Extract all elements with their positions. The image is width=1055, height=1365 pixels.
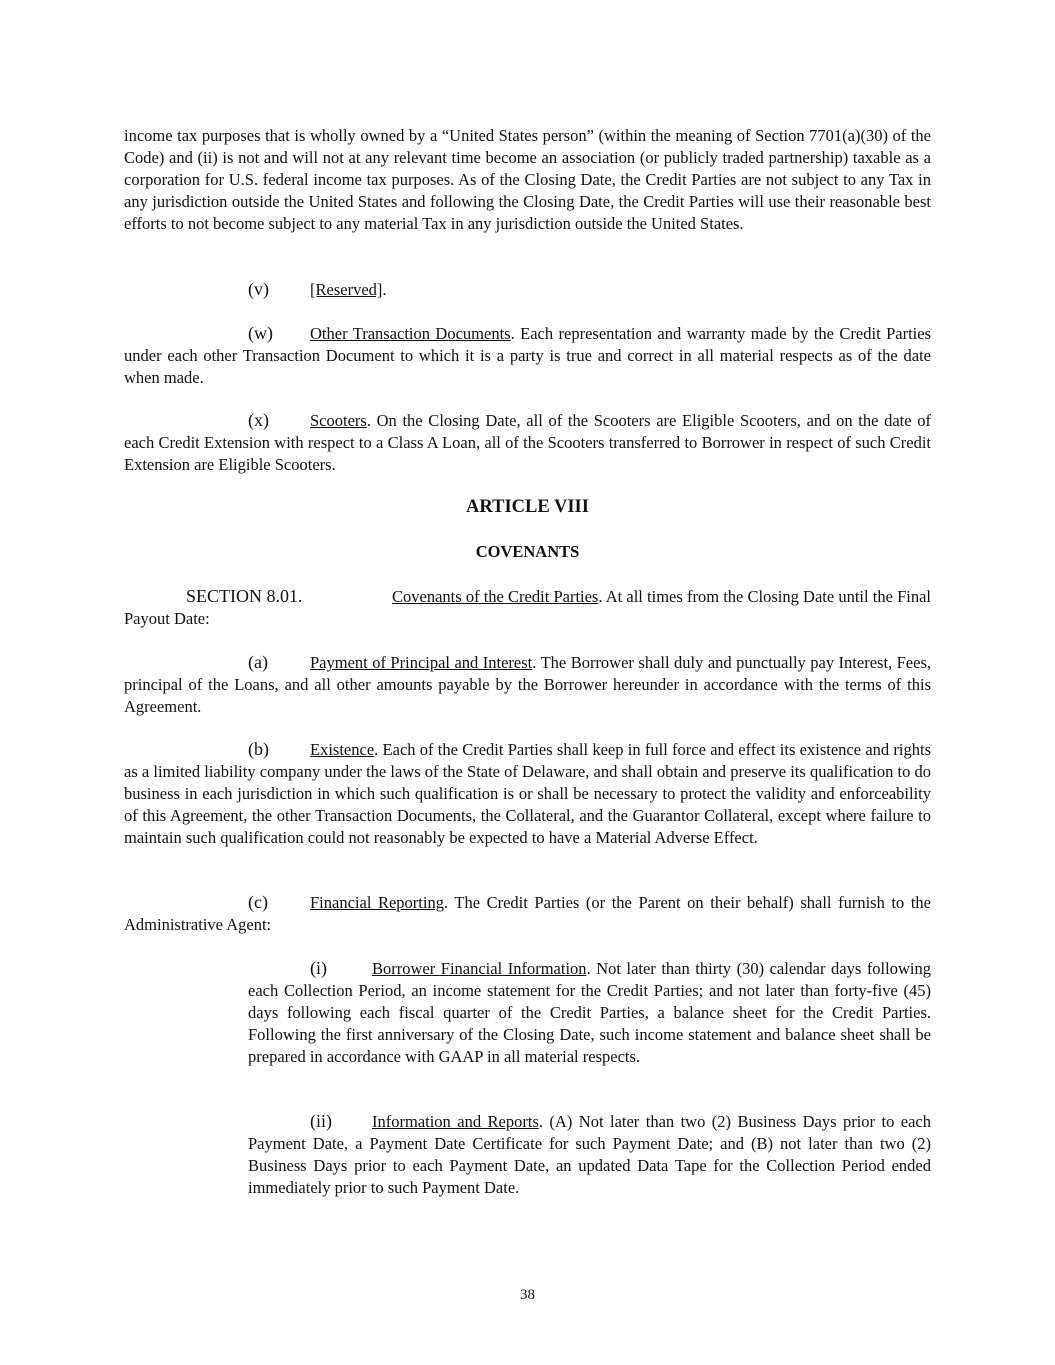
item-number: (ii) — [310, 1111, 332, 1131]
section-title: Covenants of the Credit Parties — [392, 587, 599, 606]
item-number: (v) — [248, 279, 269, 299]
item-title: Existence — [310, 740, 375, 759]
page-number: 38 — [520, 1287, 535, 1303]
item-number: (a) — [248, 652, 268, 672]
item-number: (b) — [248, 739, 269, 759]
item-number: (x) — [248, 410, 269, 430]
covenants-heading: COVENANTS — [475, 542, 580, 561]
paragraph-c-ii: (ii) Information and Reports. (A) Not later than two (2) Business Days prior to each Payment Date, a Payment Date Certificate for such Payment Date; and (B) not later than two (2) Business Days prior to each Payment Date, an updated Data Tape for the Collection Period ended immediately prior to such Payment Date. — [248, 1111, 931, 1197]
item-title: Information and Reports — [372, 1112, 539, 1131]
paragraph-c-i: (i) Borrower Financial Information. Not later than thirty (30) calendar days following each Collection Period, an income statement for the Credit Parties; and not later than forty-five (45) days following each fiscal quarter of the Credit Parties, a balance sheet for the Credit Parties. Following the first anniversary of the Closing Date, such income statement and balance sheet shall be prepared in accordance with GAAP in all material respects. — [248, 958, 931, 1066]
paragraph-c: (c) Financial Reporting. The Credit Parties (or the Parent on their behalf) shall furnish to the Administrative Agent: — [124, 892, 931, 934]
item-title: Borrower Financial Information — [372, 959, 587, 978]
section-label: SECTION 8.01. — [186, 586, 303, 606]
item-title: Scooters — [310, 411, 367, 430]
item-number: (c) — [248, 892, 268, 912]
paragraph-v: (v) [Reserved]. — [248, 279, 387, 299]
paragraph-b: (b) Existence. Each of the Credit Parties shall keep in full force and effect its existence and rights as a limited liability company under the laws of the State of Delaware, and shall obtain and preserve its qualification to do business in each jurisdiction in which such qualification is or shall be necessary to protect the validity and enforceability of this Agreement, the other Transaction Documents, the Collateral, and the Guarantor Collateral, except where failure to maintain such qualification could not reasonably be expected to have a Material Adverse Effect. — [124, 739, 931, 847]
item-title: Financial Reporting — [310, 893, 444, 912]
paragraph-x: (x) Scooters. On the Closing Date, all of the Scooters are Eligible Scooters, and on the date of each Credit Extension with respect to a Class A Loan, all of the Scooters transferred to Borrower in respect of such Credit Extension are Eligible Scooters. — [124, 410, 931, 474]
paragraph-a: (a) Payment of Principal and Interest. The Borrower shall duly and punctually pay Interest, Fees, principal of the Loans, and all other amounts payable by the Borrower hereunder in accordance with the terms of this Agreement. — [124, 652, 931, 716]
paragraph-tax-status: income tax purposes that is wholly owned by a “United States person” (within the meaning of Section 7701(a)(30) of the Code) and (ii) is not and will not at any relevant time become an association (or publicly traded partnership) taxable as a corporation for U.S. federal income tax purposes. As of the Closing Date, the Credit Parties are not subject to any Tax in any jurisdiction outside the United States and following the Closing Date, the Credit Parties will use their reasonable best efforts to not become subject to any material Tax in any jurisdiction outside the United States. — [124, 126, 931, 233]
section-8-01: SECTION 8.01. Covenants of the Credit Parties. At all times from the Closing Date until the Final Payout Date: — [124, 586, 931, 628]
paragraph-w: (w) Other Transaction Documents. Each representation and warranty made by the Credit Parties under each other Transaction Document to which it is a party is true and correct in all material respects as of the date when made. — [124, 323, 931, 387]
item-title: [Reserved] — [310, 280, 383, 299]
item-title: Payment of Principal and Interest — [310, 653, 533, 672]
item-number: (i) — [310, 958, 327, 978]
item-title: Other Transaction Documents — [310, 324, 511, 343]
item-number: (w) — [248, 323, 273, 343]
article-heading: ARTICLE VIII — [466, 497, 589, 517]
